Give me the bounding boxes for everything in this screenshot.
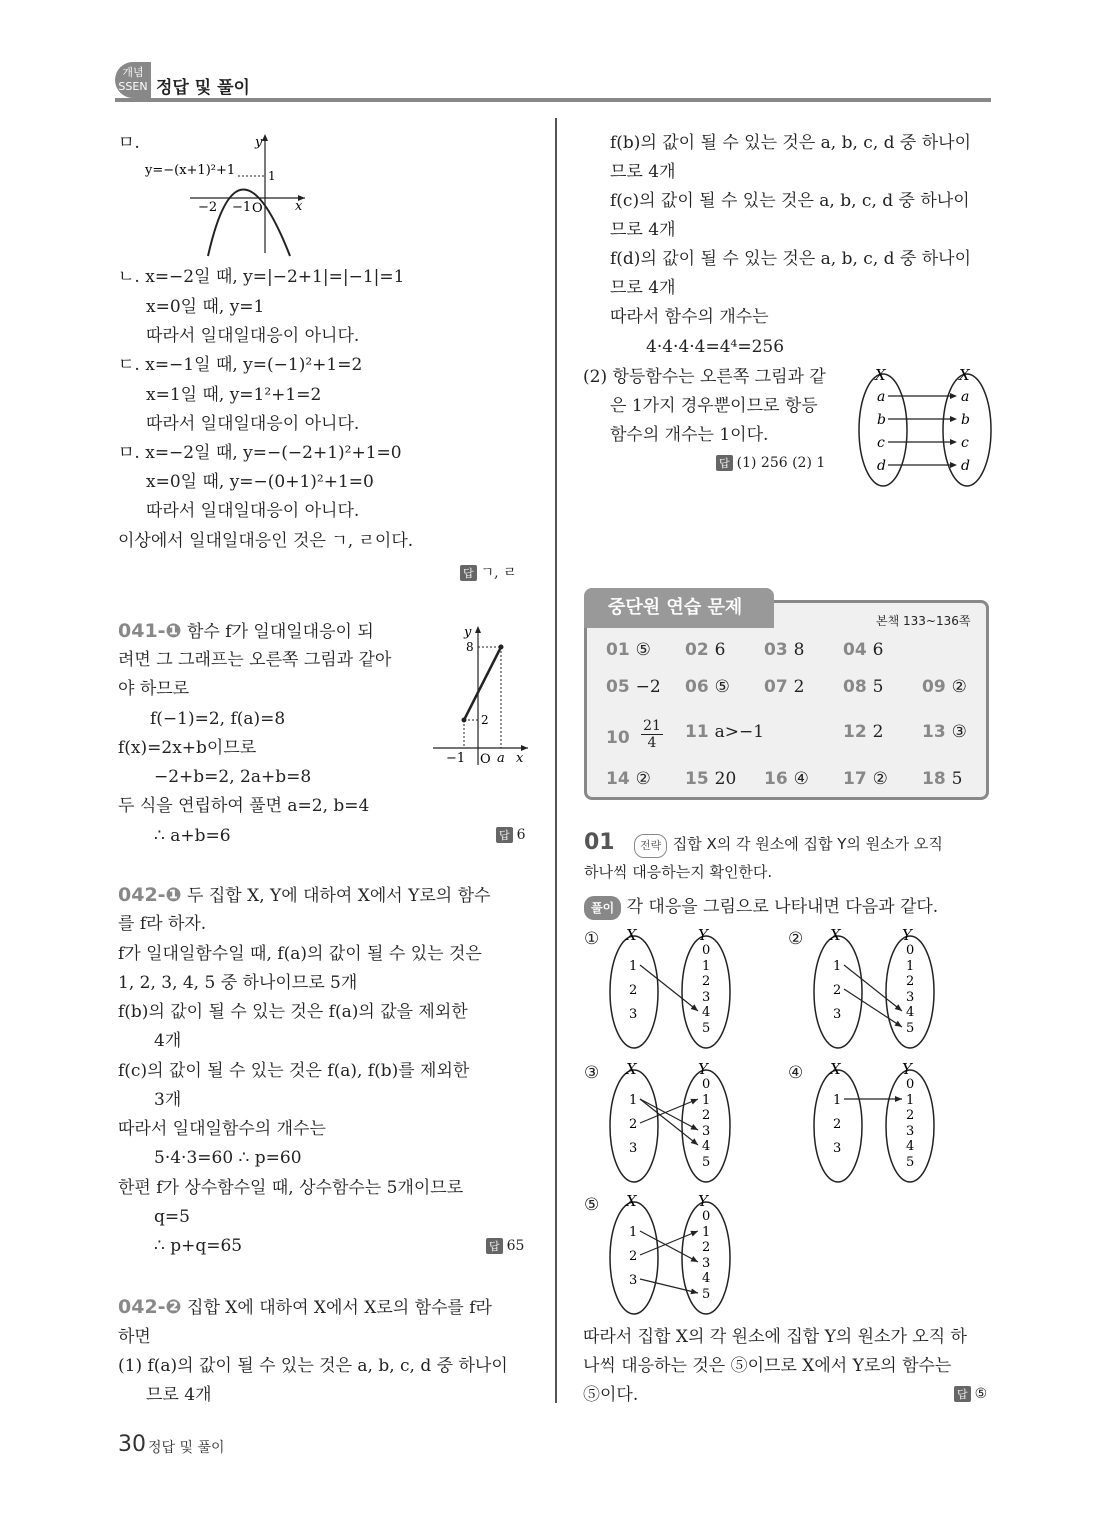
column-divider <box>555 118 557 1403</box>
diagram-label: ⑤ <box>584 1195 600 1215</box>
set-x-label: X <box>626 1192 637 1210</box>
set-y-label: Y <box>902 926 912 944</box>
text-line: ∴ p+q=65 <box>154 1236 243 1256</box>
practice-box-ref: 본책 133~136쪽 <box>876 614 971 628</box>
page-number: 30 <box>118 1432 146 1457</box>
graph1-origin: O <box>252 201 263 216</box>
answer-badge: 답 (1) 256 (2) 1 <box>716 455 825 471</box>
item-label-mieum: ㅁ. <box>118 133 140 153</box>
mapping-arrow <box>640 1279 698 1293</box>
svg-text:8: 8 <box>466 640 474 654</box>
solution-label: 풀이 <box>584 896 621 920</box>
text-line: f가 일대일함수일 때, f(a)의 값이 될 수 있는 것은 <box>118 944 482 964</box>
y-element: 1 <box>702 1093 711 1108</box>
text-line: 1, 2, 3, 4, 5 중 하나이므로 5개 <box>118 973 358 993</box>
y-element: 4 <box>702 1005 711 1020</box>
mapping-arrow <box>640 1099 698 1130</box>
diagram-label: ④ <box>788 1063 804 1083</box>
svg-text:a: a <box>497 751 505 766</box>
y-element: 3 <box>702 990 711 1005</box>
answer-mark: 답 <box>460 565 477 581</box>
text-line: 나씩 대응하는 것은 ⑤이므로 X에서 Y로의 함수는 <box>583 1356 952 1376</box>
parabola-graph <box>140 128 315 258</box>
text-line: x=0일 때, y=−(0+1)²+1=0 <box>146 472 374 492</box>
text-line: 므로 4개 <box>146 1385 212 1405</box>
text-line: 따라서 일대일대응이 아니다. <box>146 414 360 434</box>
text-line: f(c)의 값이 될 수 있는 것은 a, b, c, d 중 하나이 <box>610 191 970 211</box>
y-element: 4 <box>702 1271 711 1286</box>
y-element: 0 <box>906 1077 915 1092</box>
mapping-diagram <box>810 1060 940 1184</box>
y-element: 0 <box>906 943 915 958</box>
text-line: 므로 4개 <box>610 162 676 182</box>
text-line: ∴ a+b=6 <box>154 826 231 846</box>
text-line: 따라서 일대일대응이 아니다. <box>146 326 360 346</box>
y-element: 2 <box>702 1108 711 1123</box>
answer-item: 13 ③ <box>922 722 967 742</box>
y-element: 2 <box>702 1240 711 1255</box>
svg-text:X: X <box>875 366 886 384</box>
mapping-arrow <box>640 1231 698 1262</box>
answer-item: 01 ⑤ <box>606 640 651 660</box>
text-line: 려면 그 그래프는 오른쪽 그림과 같아 <box>118 650 392 670</box>
line-segment-graph <box>428 620 533 770</box>
text-line: 하면 <box>118 1327 151 1347</box>
svg-text:2: 2 <box>481 713 489 727</box>
graph1-tick-m1: −1 <box>232 200 252 215</box>
text-line: f(−1)=2, f(a)=8 <box>150 709 286 729</box>
svg-text:d: d <box>961 458 970 474</box>
text-line: 3개 <box>154 1090 182 1110</box>
text-line: x=1일 때, y=1²+1=2 <box>146 385 322 405</box>
question-041-1: 041-❶ 함수 f가 일대일대응이 되 <box>118 620 374 642</box>
y-element: 5 <box>702 1287 711 1302</box>
text-line: f(x)=2x+b이므로 <box>118 738 257 758</box>
graph1-tick-1: 1 <box>268 169 276 183</box>
y-element: 3 <box>906 990 915 1005</box>
svg-text:x: x <box>516 751 524 766</box>
answer-item: 06 ⑤ <box>685 677 730 697</box>
set-y-label: Y <box>698 926 708 944</box>
graph1-y-label: y <box>255 135 263 150</box>
answer-badge: 답 ⑤ <box>954 1386 987 1402</box>
text-line: 를 f라 하자. <box>118 914 207 934</box>
answer-badge: 답 ㄱ, ㄹ <box>460 562 517 582</box>
strategy-label: 전략 <box>634 834 667 858</box>
y-element: 2 <box>906 1108 915 1123</box>
x-element: 3 <box>833 1141 842 1156</box>
text-line: ㄴ. x=−2일 때, y=|−2+1|=|−1|=1 <box>118 267 405 287</box>
svg-text:a: a <box>877 389 886 405</box>
text-line: 두 식을 연립하여 풀면 a=2, b=4 <box>118 796 370 816</box>
text-line: 따라서 함수의 개수는 <box>610 307 769 327</box>
x-element: 2 <box>629 1117 638 1132</box>
svg-text:O: O <box>480 752 491 767</box>
text-line: f(b)의 값이 될 수 있는 것은 a, b, c, d 중 하나이 <box>610 133 971 153</box>
answer-item: 16 ④ <box>764 769 809 789</box>
svg-text:y: y <box>464 625 472 640</box>
y-element: 5 <box>906 1155 915 1170</box>
answer-badge: 답 6 <box>496 827 526 843</box>
x-element: 1 <box>629 959 638 974</box>
mapping-arrow <box>844 989 902 1027</box>
text-line: 따라서 집합 X의 각 원소에 집합 Y의 원소가 오직 하 <box>583 1327 967 1347</box>
answer-mark: 답 <box>496 827 513 843</box>
answer-item: 12 2 <box>843 722 884 742</box>
answer-badge: 답 65 <box>486 1238 524 1254</box>
text-line: f(b)의 값이 될 수 있는 것은 f(a)의 값을 제외한 <box>118 1002 468 1022</box>
solution-line: 풀이 각 대응을 그림으로 나타내면 다음과 같다. <box>584 896 938 920</box>
x-element: 3 <box>629 1273 638 1288</box>
answer-item: 17 ② <box>843 769 888 789</box>
y-element: 3 <box>702 1256 711 1271</box>
set-x-label: X <box>830 1060 841 1078</box>
answer-item: 03 8 <box>764 640 805 660</box>
text-line: f(c)의 값이 될 수 있는 것은 f(a), f(b)를 제외한 <box>118 1061 470 1081</box>
y-element: 1 <box>702 1225 711 1240</box>
fraction-denominator: 4 <box>647 735 657 751</box>
text-line: ㅁ. x=−2일 때, y=−(−2+1)²+1=0 <box>118 443 402 463</box>
arrow-head <box>895 1021 902 1027</box>
text-line: q=5 <box>154 1207 190 1227</box>
y-element: 3 <box>906 1124 915 1139</box>
answer-mark: 답 <box>486 1238 503 1254</box>
y-element: 2 <box>906 974 915 989</box>
svg-text:b: b <box>877 412 886 428</box>
mapping-arrow <box>640 1099 698 1123</box>
x-element: 3 <box>629 1007 638 1022</box>
y-element: 3 <box>702 1124 711 1139</box>
diagram-label: ② <box>788 929 804 949</box>
question-042-2: 042-❷ 집합 X에 대하여 X에서 X로의 함수를 f라 <box>118 1296 492 1318</box>
answer-item: 18 5 <box>922 769 963 789</box>
answer-item: 11 a>−1 <box>685 722 765 742</box>
y-element: 2 <box>702 974 711 989</box>
text-line: ⑤이다. <box>583 1385 639 1405</box>
text-line: 하나씩 대응하는지 확인한다. <box>584 863 773 881</box>
answer-item: 15 20 <box>685 769 737 789</box>
svg-text:X: X <box>959 366 970 384</box>
footer-title: 정답 및 풀이 <box>148 1440 225 1456</box>
svg-text:d: d <box>877 458 886 474</box>
text-line: 이상에서 일대일대응인 것은 ㄱ, ㄹ이다. <box>118 531 414 551</box>
x-element: 2 <box>833 983 842 998</box>
text-line: x=0일 때, y=1 <box>146 297 265 317</box>
y-element: 5 <box>702 1155 711 1170</box>
x-element: 3 <box>629 1141 638 1156</box>
brand-badge: 개념 SSEN <box>115 62 151 98</box>
text-line: 은 1가지 경우뿐이므로 항등 <box>610 396 818 416</box>
question-042-1: 042-❶ 두 집합 X, Y에 대하여 X에서 Y로의 함수 <box>118 884 491 906</box>
text-line: 5·4·3=60 ∴ p=60 <box>154 1148 302 1168</box>
text-line: 4개 <box>154 1031 182 1051</box>
set-x-label: X <box>830 926 841 944</box>
y-element: 1 <box>906 959 915 974</box>
set-x-label: X <box>626 1060 637 1078</box>
text-line: (1) f(a)의 값이 될 수 있는 것은 a, b, c, d 중 하나이 <box>118 1356 508 1376</box>
mapping-diagram <box>606 926 736 1050</box>
text-line: 따라서 일대일대응이 아니다. <box>146 501 360 521</box>
answer-item: 07 2 <box>764 677 805 697</box>
text-line: (2) 항등함수는 오른쪽 그림과 같 <box>583 367 826 387</box>
text-line: 4·4·4·4=4⁴=256 <box>646 337 785 357</box>
text-line: 므로 4개 <box>610 220 676 240</box>
answer-item: 08 5 <box>843 677 884 697</box>
graph1-tick-m2: −2 <box>198 200 218 215</box>
svg-text:c: c <box>877 435 885 451</box>
x-element: 2 <box>629 983 638 998</box>
mapping-arrow <box>640 1231 698 1255</box>
y-element: 4 <box>702 1139 711 1154</box>
page-header-title: 정답 및 풀이 <box>156 78 250 98</box>
graph1-x-label: x <box>295 199 303 214</box>
practice-box-title: 중단원 연습 문제 <box>584 588 774 628</box>
mapping-arrow <box>640 1099 698 1145</box>
identity-mapping-diagram <box>855 362 995 490</box>
set-y-label: Y <box>698 1060 708 1078</box>
y-element: 4 <box>906 1139 915 1154</box>
set-y-label: Y <box>902 1060 912 1078</box>
mapping-arrow <box>844 965 902 1011</box>
answer-item: 05 −2 <box>606 677 661 697</box>
text-line: ㄷ. x=−1일 때, y=(−1)²+1=2 <box>118 355 363 375</box>
text-line: −2+b=2, 2a+b=8 <box>154 767 312 787</box>
problem-01-heading: 01 전략 집합 X의 각 원소에 집합 Y의 원소가 오직 <box>584 832 943 858</box>
diagram-label: ③ <box>584 1063 600 1083</box>
x-element: 2 <box>833 1117 842 1132</box>
arrow-head <box>895 1096 902 1102</box>
y-element: 5 <box>702 1021 711 1036</box>
y-element: 0 <box>702 1077 711 1092</box>
y-element: 4 <box>906 1005 915 1020</box>
x-element: 2 <box>629 1249 638 1264</box>
graph1-equation: y=−(x+1)²+1 <box>145 163 236 178</box>
answer-item: 14 ② <box>606 769 651 789</box>
y-element: 1 <box>906 1093 915 1108</box>
text-line: 따라서 일대일함수의 개수는 <box>118 1119 326 1139</box>
header-rule <box>115 98 991 102</box>
x-element: 3 <box>833 1007 842 1022</box>
fraction-numerator: 21 <box>643 718 661 734</box>
text-line: 한편 f가 상수함수일 때, 상수함수는 5개이므로 <box>118 1178 464 1198</box>
mapping-diagram <box>606 1192 736 1316</box>
arrow-head <box>690 1288 698 1294</box>
text-line: 야 하므로 <box>118 679 190 699</box>
svg-text:−1: −1 <box>446 751 466 766</box>
mapping-diagram <box>810 926 940 1050</box>
x-element: 1 <box>629 1225 638 1240</box>
answer-item: 09 ② <box>922 677 967 697</box>
text-line: f(d)의 값이 될 수 있는 것은 a, b, c, d 중 하나이 <box>610 249 971 269</box>
mapping-diagram <box>606 1060 736 1184</box>
mapping-arrow <box>640 965 698 1011</box>
svg-text:b: b <box>961 412 970 428</box>
answer-mark: 답 <box>716 455 733 471</box>
text-line: 므로 4개 <box>610 278 676 298</box>
svg-text:c: c <box>961 435 969 451</box>
answer-item: 04 6 <box>843 640 884 660</box>
y-element: 0 <box>702 943 711 958</box>
svg-text:a: a <box>961 389 970 405</box>
diagram-label: ① <box>584 929 600 949</box>
set-x-label: X <box>626 926 637 944</box>
x-element: 1 <box>629 1093 638 1108</box>
y-element: 5 <box>906 1021 915 1036</box>
answer-item: 02 6 <box>685 640 726 660</box>
x-element: 1 <box>833 959 842 974</box>
text-line: 함수의 개수는 1이다. <box>610 425 769 445</box>
answer-item-fraction: 10 $\frac{21}{4}$ <box>606 718 661 751</box>
y-element: 0 <box>702 1209 711 1224</box>
set-y-label: Y <box>698 1192 708 1210</box>
answer-mark: 답 <box>954 1386 971 1402</box>
x-element: 1 <box>833 1093 842 1108</box>
y-element: 1 <box>702 959 711 974</box>
